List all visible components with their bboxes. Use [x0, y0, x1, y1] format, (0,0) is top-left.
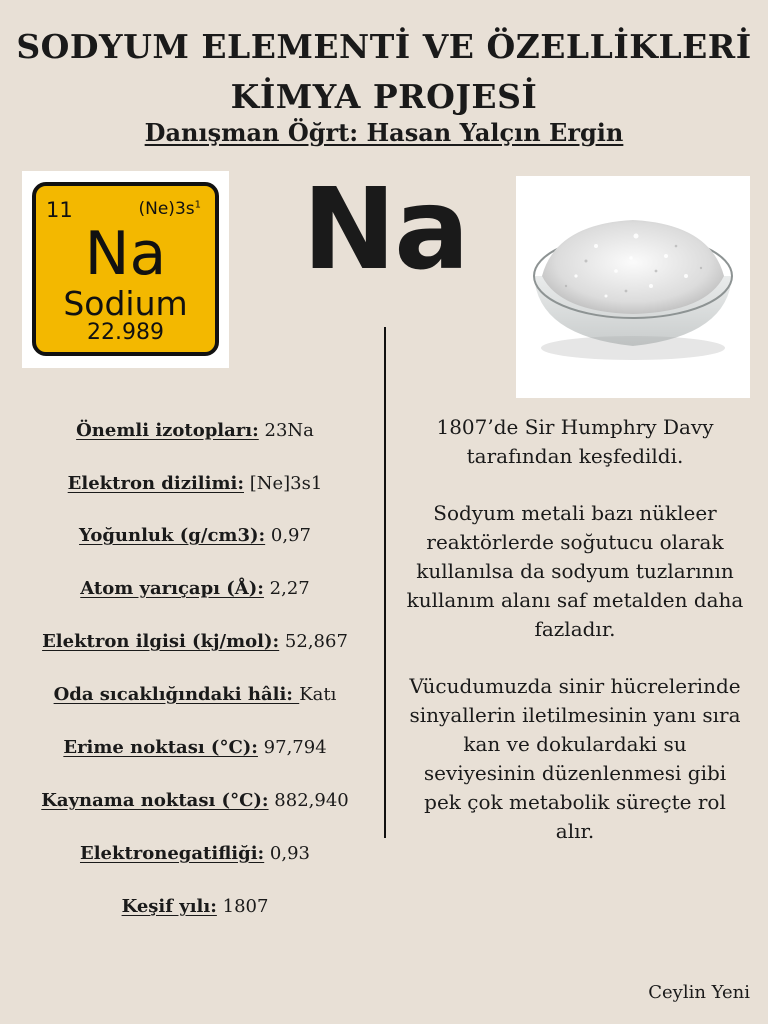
property-atomic-radius: [10, 578, 380, 599]
property-label: Keşif yılı:: [121, 896, 217, 917]
tile-element-name: Sodium: [63, 284, 188, 323]
property-label: Elektronegatifliği:: [79, 843, 265, 864]
electron-configuration: [139, 199, 202, 219]
property-electron-configuration: [10, 473, 380, 494]
page-subtitle: KİMYA PROJESİ: [230, 77, 538, 116]
tile-atomic-mass: 22.989: [87, 320, 164, 345]
property-discovery-year: [10, 896, 380, 917]
property-electron-affinity: [10, 631, 380, 652]
property-boiling-point: [10, 790, 380, 811]
configuration-text: (Ne)3s: [138, 199, 195, 219]
property-value: 23Na: [258, 420, 314, 441]
author-name: Ceylin Yeni: [648, 982, 750, 1003]
property-label: Elektron dizilimi:: [67, 473, 244, 494]
property-label: Oda sıcaklığındaki hâli:: [53, 684, 300, 705]
property-value: 97,794: [257, 737, 327, 758]
salt-bowl-illustration: [516, 176, 750, 398]
property-isotopes: [10, 420, 380, 441]
biology-paragraph: Vücudumuzda sinir hücrelerinde sinyallerin iletilmesinin yanı sıra kan ve dokulardaki su seviyesinin düzenlenmesi gibi pek çok metabolik süreçte rol alır.: [409, 674, 741, 843]
property-label: Yoğunluk (g/cm3):: [79, 525, 266, 546]
property-electronegativity: [10, 843, 380, 864]
property-value: Katı: [299, 684, 337, 705]
property-label: Atom yarıçapı (Å):: [80, 578, 264, 599]
property-value: 0,97: [265, 525, 311, 546]
page-title: SODYUM ELEMENTİ VE ÖZELLİKLERİ: [16, 27, 752, 66]
property-label: Önemli izotopları:: [76, 420, 259, 441]
discovery-paragraph: 1807’de Sir Humphry Davy tarafından keşfedildi.: [436, 415, 714, 468]
tile-symbol: Na: [84, 219, 167, 289]
property-density: [10, 525, 380, 546]
element-tile: [32, 182, 219, 356]
property-value: 52,867: [279, 631, 348, 652]
property-label: Kaynama noktası (°C):: [41, 790, 269, 811]
property-melting-point: [10, 737, 380, 758]
large-element-symbol: Na: [302, 165, 468, 295]
element-tile-image: [22, 171, 229, 368]
property-state: [10, 684, 380, 705]
sodium-salt-bowl-photo: [516, 176, 750, 398]
property-label: Elektron ilgisi (kj/mol):: [42, 631, 280, 652]
property-value: 882,940: [268, 790, 349, 811]
property-value: 1807: [216, 896, 269, 917]
property-value: 2,27: [263, 578, 310, 599]
configuration-sup: 1: [194, 199, 201, 211]
property-value: 0,93: [264, 843, 311, 864]
advisor-name: Danışman Öğrt: Hasan Yalçın Ergin: [144, 118, 624, 147]
column-divider: [384, 327, 386, 838]
property-label: Erime noktası (°C):: [63, 737, 258, 758]
reactor-paragraph: Sodyum metali bazı nükleer reaktörlerde soğutucu olarak kullanılsa da sodyum tuzlarının kullanım alanı saf metalden daha fazladır.: [406, 501, 744, 641]
atomic-number: 11: [46, 198, 73, 222]
property-value: [Ne]3s1: [244, 473, 323, 494]
